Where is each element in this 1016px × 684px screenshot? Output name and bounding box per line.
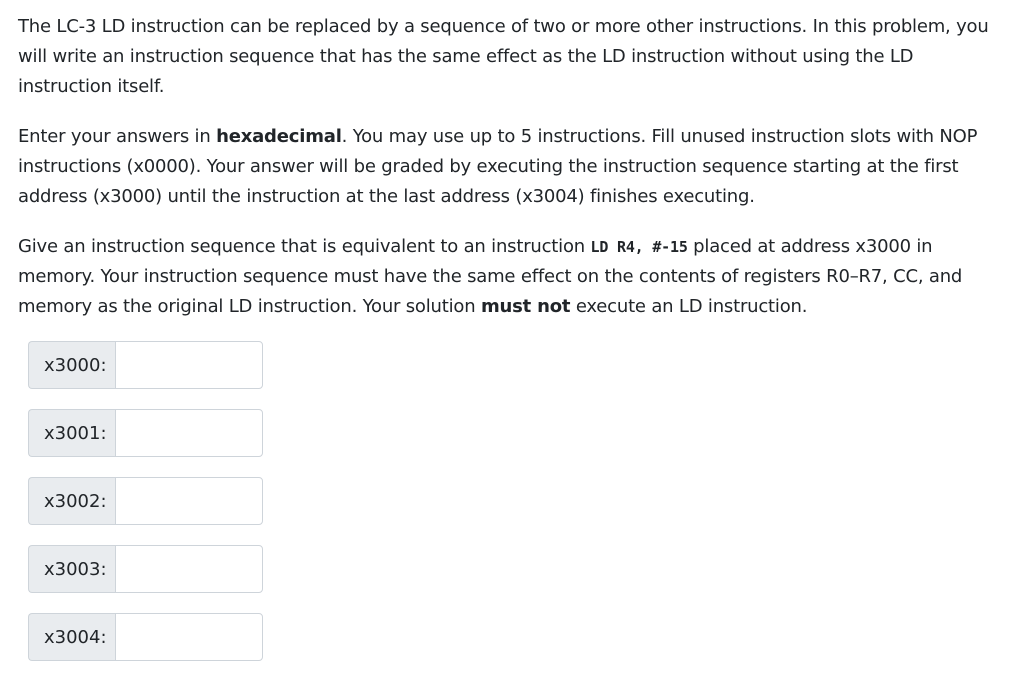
address-label-text: x3000: xyxy=(44,354,107,376)
answer-slot-x3003 xyxy=(28,545,264,593)
address-label xyxy=(28,545,115,593)
address-label xyxy=(28,341,115,389)
instructions-paragraph xyxy=(18,122,998,212)
task-text-3: execute an LD instruction. xyxy=(570,296,808,317)
task-text-2: placed at address x3000 in memory. Your instruction sequence must have the same effect on the contents of registers R0–R7, CC, and memory as the original LD instruction. Your solution xyxy=(18,236,963,317)
address-label xyxy=(28,409,115,457)
instruction-input-x3002[interactable] xyxy=(115,477,263,525)
answer-slot-x3004 xyxy=(28,613,264,661)
task-paragraph xyxy=(18,232,998,322)
ld-instruction-code: LD R4, #-15 xyxy=(590,238,688,256)
intro-paragraph: The LC-3 LD instruction can be replaced by a sequence of two or more other instructions. In this problem, you will write an instruction sequence that has the same effect as the LD instruction without using the LD instruction itself. xyxy=(18,16,989,97)
instruction-input-x3003[interactable] xyxy=(115,545,263,593)
address-label-text: x3004: xyxy=(44,626,107,648)
address-label-text: x3002: xyxy=(44,490,107,512)
hexadecimal-emphasis: hexadecimal xyxy=(216,126,342,147)
task-text-1: Give an instruction sequence that is equivalent to an instruction xyxy=(18,236,591,257)
must-not-emphasis: must not xyxy=(480,296,571,317)
address-label xyxy=(28,613,115,661)
address-label-text: x3001: xyxy=(44,422,107,444)
answer-slot-x3001 xyxy=(28,409,264,457)
answer-slot-x3002 xyxy=(28,477,264,525)
instruction-input-x3001[interactable] xyxy=(115,409,263,457)
instruction-input-x3000[interactable] xyxy=(115,341,263,389)
address-label-text: x3003: xyxy=(44,558,107,580)
instructions-text-2: . You may use up to 5 instructions. Fill unused instruction slots with NOP instructions (x0000). Your answer will be graded by executing the instruction sequence starting at the first address (x3000) until the instruction at the last address (x3004) finishes executing. xyxy=(18,126,978,207)
instructions-text-1: Enter your answers in xyxy=(18,126,217,147)
address-label xyxy=(28,477,115,525)
instruction-input-x3004[interactable] xyxy=(115,613,263,661)
answer-slot-x3000 xyxy=(28,341,264,389)
answer-slots xyxy=(28,341,264,661)
problem-statement xyxy=(18,12,998,322)
